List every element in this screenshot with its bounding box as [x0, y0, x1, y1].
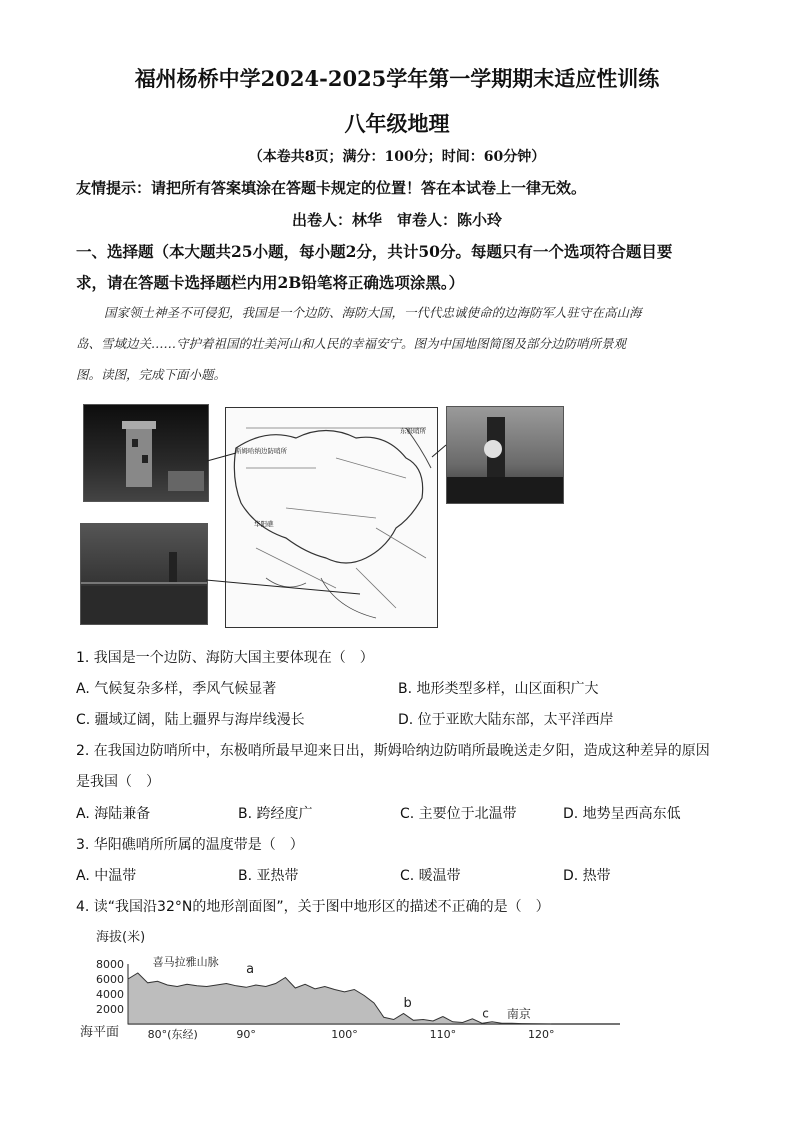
- q4-stem: 4. 读“我国沿32°N的地形剖面图”，关于图中地形区的描述不正确的是（ ）: [76, 899, 550, 915]
- q3-option-c[interactable]: C. 暖温带: [400, 868, 461, 884]
- x-tick-label: 90°: [236, 1028, 256, 1041]
- chart-ylabel: 海拔(米): [96, 930, 146, 945]
- intro-line3: 图。读图，完成下面小题。: [76, 367, 227, 382]
- q2-stem: 2. 在我国边防哨所中，东极哨所最早迎来日出，斯姆哈纳边防哨所最晚送走夕阳，造成这种差异的原因: [76, 743, 710, 759]
- x-tick-label: 80°(东经): [147, 1028, 198, 1041]
- chart-annotation: c: [482, 1006, 489, 1021]
- y-tick-label: 8000: [96, 958, 124, 971]
- authors: 出卷人：林华 审卷人：陈小玲: [291, 211, 502, 229]
- q1-option-a[interactable]: A. 气候复杂多样，季风气候显著: [76, 681, 277, 697]
- q3-stem: 3. 华阳礁哨所所属的温度带是（ ）: [76, 837, 304, 853]
- intro-line1: 国家领土神圣不可侵犯，我国是一个边防、海防大国，一代代忠诚使命的边海防军人驻守在高山海: [104, 305, 642, 320]
- y-tick-label: 4000: [96, 988, 124, 1001]
- q2-option-a[interactable]: A. 海陆兼备: [76, 806, 151, 822]
- q2-option-d[interactable]: D. 地势呈西高东低: [563, 806, 681, 822]
- friendly-tip: 友情提示：请把所有答案填涂在答题卡规定的位置！答在本试卷上一律无效。: [76, 179, 587, 197]
- q1-option-d[interactable]: D. 位于亚欧大陆东部，太平洋西岸: [398, 712, 614, 728]
- q3-option-d[interactable]: D. 热带: [563, 868, 611, 884]
- q3-option-a[interactable]: A. 中温带: [76, 868, 137, 884]
- q2-option-b[interactable]: B. 跨经度广: [238, 806, 313, 822]
- q1-stem: 1. 我国是一个边防、海防大国主要体现在（ ）: [76, 650, 374, 666]
- q3-option-b[interactable]: B. 亚热带: [238, 868, 299, 884]
- map-label-south: 华阳礁: [254, 520, 274, 528]
- map-label-east: 东极哨所: [400, 427, 426, 435]
- intro-line2: 岛、雪域边关……守护着祖国的壮美河山和人民的幸福安宁。图为中国地图简图及部分边防哨所景观: [76, 336, 627, 351]
- y-tick-label: 2000: [96, 1003, 124, 1016]
- terrain-profile-chart: [0, 920, 794, 1050]
- section-heading-line2: 求，请在答题卡选择题栏内用2B铅笔将正确选项涂黑。）: [76, 273, 465, 292]
- section-heading-line1: 一、选择题（本大题共25小题，每小题2分，共计50分。每题只有一个选项符合题目要: [76, 242, 673, 261]
- exam-info: （本卷共8页；满分：100分；时间：60分钟）: [248, 149, 546, 165]
- map-label-west: 斯姆哈纳边防哨所: [235, 447, 287, 455]
- x-tick-label: 120°: [528, 1028, 555, 1041]
- q2-option-c[interactable]: C. 主要位于北温带: [400, 806, 517, 822]
- chart-annotation: b: [403, 995, 412, 1011]
- exam-subtitle: 八年级地理: [344, 111, 450, 136]
- q1-option-b[interactable]: B. 地形类型多样，山区面积广大: [398, 681, 599, 697]
- x-tick-label: 100°: [331, 1028, 358, 1041]
- chart-annotation: a: [246, 962, 255, 977]
- chart-baseline-label: 海平面: [80, 1025, 120, 1040]
- exam-title: 福州杨桥中学2024-2025学年第一学期期末适应性训练: [134, 66, 660, 91]
- q1-option-c[interactable]: C. 疆域辽阔，陆上疆界与海岸线漫长: [76, 712, 305, 728]
- chart-annotation: 南京: [506, 1007, 531, 1021]
- x-tick-label: 110°: [429, 1028, 457, 1041]
- chart-annotation: 喜马拉雅山脉: [152, 955, 219, 969]
- y-tick-label: 6000: [96, 973, 124, 986]
- q2-stem-cont: 是我国（ ）: [76, 774, 160, 790]
